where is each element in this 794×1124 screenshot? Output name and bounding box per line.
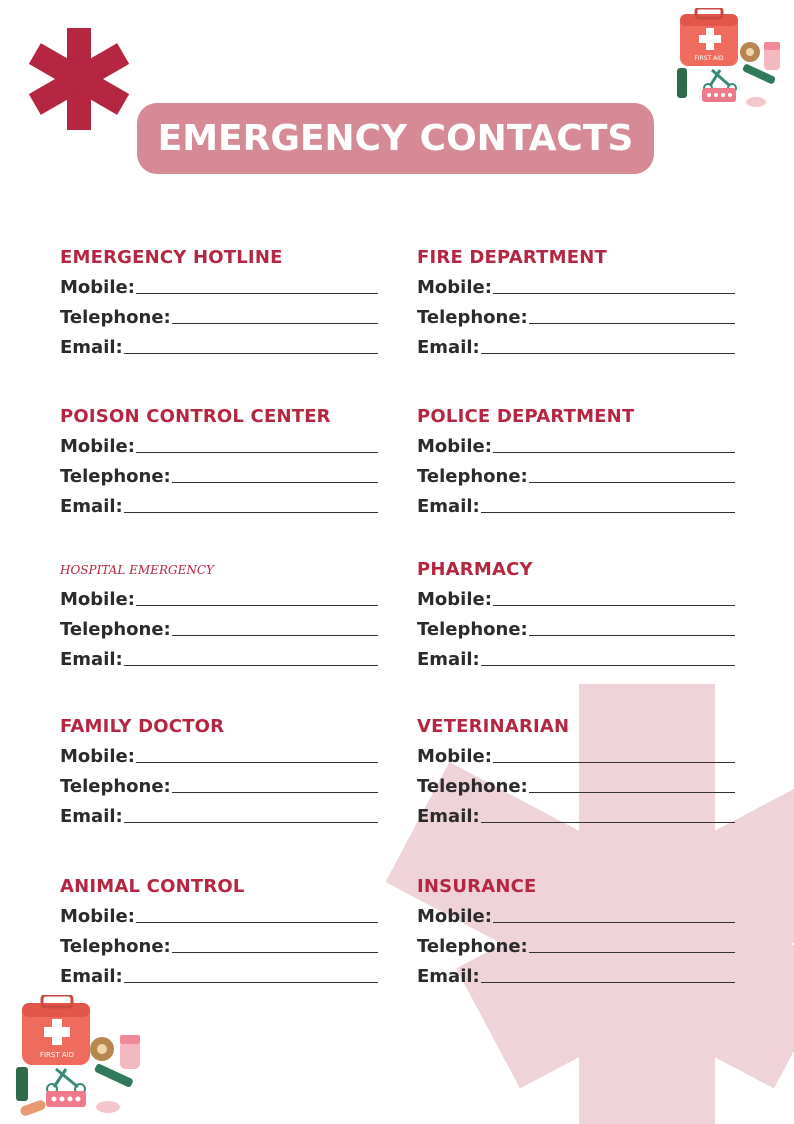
section-heading: FAMILY DOCTOR [60,716,225,737]
mobile-label: Mobile: [417,277,492,298]
email-field[interactable] [417,641,735,671]
mobile-line[interactable] [493,762,735,763]
email-line[interactable] [481,982,735,983]
medical-asterisk-icon [28,28,130,130]
email-line[interactable] [124,512,378,513]
mobile-label: Mobile: [60,906,135,927]
telephone-line[interactable] [172,952,378,953]
telephone-field[interactable] [417,768,735,798]
email-label: Email: [417,806,480,827]
mobile-label: Mobile: [60,277,135,298]
email-field[interactable] [417,958,735,988]
telephone-field[interactable] [60,768,378,798]
email-line[interactable] [124,822,378,823]
mobile-field[interactable] [417,738,735,768]
mobile-line[interactable] [493,605,735,606]
email-line[interactable] [481,353,735,354]
svg-text:FIRST AID: FIRST AID [39,1051,75,1059]
mobile-field[interactable] [60,898,378,928]
email-label: Email: [417,496,480,517]
contact-section-pharmacy [417,559,735,671]
mobile-line[interactable] [136,762,378,763]
email-field[interactable] [417,798,735,828]
telephone-field[interactable] [417,299,735,329]
telephone-field[interactable] [417,928,735,958]
contact-section-poison-control [60,406,378,518]
section-heading: POISON CONTROL CENTER [60,406,331,427]
telephone-line[interactable] [172,635,378,636]
mobile-line[interactable] [493,293,735,294]
telephone-label: Telephone: [417,466,528,487]
mobile-field[interactable] [60,581,378,611]
telephone-field[interactable] [417,458,735,488]
section-heading: FIRE DEPARTMENT [417,247,608,268]
mobile-label: Mobile: [417,746,492,767]
telephone-label: Telephone: [417,936,528,957]
email-label: Email: [417,966,480,987]
section-heading: POLICE DEPARTMENT [417,406,635,427]
section-heading: EMERGENCY HOTLINE [60,247,283,268]
telephone-label: Telephone: [417,776,528,797]
mobile-field[interactable] [60,738,378,768]
contact-section-insurance [417,876,735,988]
email-field[interactable] [60,798,378,828]
contact-section-animal-control [60,876,378,988]
telephone-label: Telephone: [417,307,528,328]
telephone-line[interactable] [529,635,735,636]
section-heading: VETERINARIAN [417,716,570,737]
email-label: Email: [417,337,480,358]
telephone-label: Telephone: [60,466,171,487]
email-line[interactable] [124,353,378,354]
telephone-line[interactable] [172,323,378,324]
mobile-field[interactable] [60,269,378,299]
email-field[interactable] [60,488,378,518]
email-line[interactable] [481,512,735,513]
mobile-line[interactable] [136,605,378,606]
email-label: Email: [60,966,123,987]
telephone-line[interactable] [529,482,735,483]
telephone-line[interactable] [529,323,735,324]
mobile-label: Mobile: [417,906,492,927]
email-field[interactable] [60,329,378,359]
email-line[interactable] [124,982,378,983]
telephone-field[interactable] [60,458,378,488]
section-heading: INSURANCE [417,876,537,897]
telephone-label: Telephone: [60,776,171,797]
mobile-field[interactable] [60,428,378,458]
mobile-field[interactable] [417,269,735,299]
mobile-field[interactable] [417,898,735,928]
telephone-line[interactable] [172,792,378,793]
email-line[interactable] [481,822,735,823]
contact-section-hospital-emergency [60,559,378,671]
telephone-line[interactable] [529,952,735,953]
email-label: Email: [417,649,480,670]
title-banner [137,103,654,174]
first-aid-kit-icon [672,8,787,113]
kit-label: FIRST AID [694,55,724,62]
contact-section-police-department [417,406,735,518]
first-aid-supplies-icon [12,995,147,1120]
email-field[interactable] [60,958,378,988]
section-heading: PHARMACY [417,559,533,580]
email-field[interactable] [417,329,735,359]
email-line[interactable] [124,665,378,666]
email-label: Email: [60,806,123,827]
mobile-line[interactable] [136,922,378,923]
telephone-field[interactable] [60,928,378,958]
mobile-label: Mobile: [60,589,135,610]
mobile-label: Mobile: [60,436,135,457]
email-label: Email: [60,649,123,670]
telephone-line[interactable] [172,482,378,483]
mobile-field[interactable] [417,581,735,611]
contact-section-family-doctor [60,716,378,828]
telephone-label: Telephone: [60,619,171,640]
telephone-label: Telephone: [417,619,528,640]
mobile-line[interactable] [136,293,378,294]
section-heading: ANIMAL CONTROL [60,876,245,897]
email-field[interactable] [417,488,735,518]
mobile-line[interactable] [493,922,735,923]
telephone-label: Telephone: [60,936,171,957]
email-line[interactable] [481,665,735,666]
telephone-line[interactable] [529,792,735,793]
email-label: Email: [60,337,123,358]
email-field[interactable] [60,641,378,671]
telephone-field[interactable] [60,611,378,641]
contact-section-emergency-hotline [60,247,378,359]
mobile-line[interactable] [493,452,735,453]
contact-section-veterinarian [417,716,735,828]
telephone-field[interactable] [60,299,378,329]
mobile-label: Mobile: [417,436,492,457]
telephone-field[interactable] [417,611,735,641]
page-title: EMERGENCY CONTACTS [157,118,634,159]
email-label: Email: [60,496,123,517]
mobile-field[interactable] [417,428,735,458]
mobile-label: Mobile: [60,746,135,767]
telephone-label: Telephone: [60,307,171,328]
contact-section-fire-department [417,247,735,359]
mobile-line[interactable] [136,452,378,453]
section-heading: HOSPITAL EMERGENCY [60,563,214,577]
mobile-label: Mobile: [417,589,492,610]
